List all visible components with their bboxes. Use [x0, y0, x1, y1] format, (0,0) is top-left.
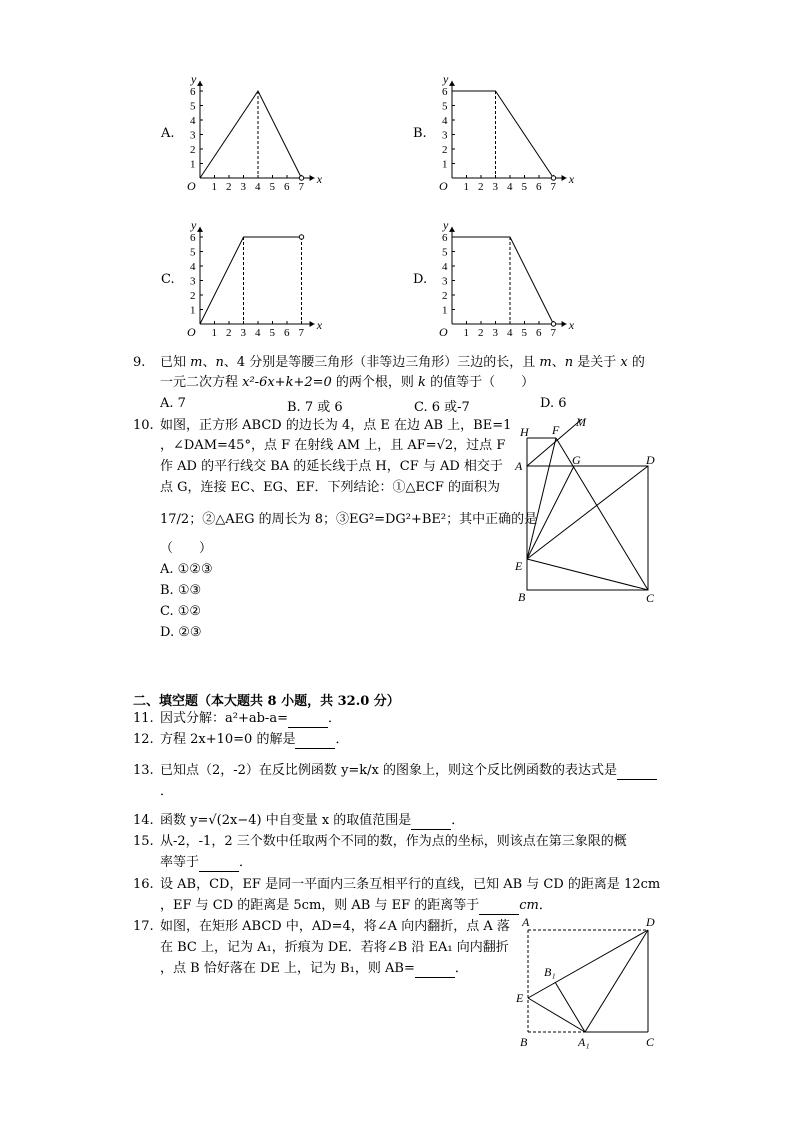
- y-tick-label: 5: [190, 100, 196, 113]
- question-number: 15.: [133, 834, 154, 849]
- y-tick-label: 1: [442, 158, 448, 171]
- function-line: [452, 237, 554, 324]
- question-text: 在 BC 上，记为 A₁，折痕为 DE．若将∠B 沿 EA₁ 向内翻折: [160, 940, 509, 955]
- question-number: 16.: [133, 877, 154, 892]
- x-tick-label: 5: [521, 181, 527, 192]
- option-c[interactable]: C. 6 或-7: [414, 400, 470, 415]
- x-tick-label: 7: [298, 181, 304, 192]
- y-tick-label: 1: [190, 304, 196, 317]
- question-number: 11.: [133, 711, 154, 726]
- label-d: D: [646, 453, 655, 467]
- question-number: 10.: [133, 418, 154, 433]
- y-tick-label: 6: [190, 232, 196, 244]
- x-tick-label: 4: [255, 181, 261, 192]
- answer-blank[interactable]: [288, 711, 328, 728]
- segment-ea1: [528, 998, 585, 1032]
- question-text: 率等于 ．: [160, 855, 253, 870]
- label-e: E: [515, 559, 523, 573]
- x-axis-label: x: [316, 318, 323, 332]
- y-arrow: [197, 81, 203, 86]
- x-tick-label: 7: [550, 181, 556, 192]
- x-tick-label: 1: [463, 181, 469, 192]
- x-tick-label: 4: [255, 327, 261, 338]
- x-tick-label: 6: [284, 327, 290, 338]
- label-m: M: [576, 415, 586, 429]
- answer-blank[interactable]: [199, 855, 239, 872]
- y-axis-label: y: [443, 217, 449, 232]
- segment-b1a1: [555, 982, 585, 1032]
- option-d[interactable]: D. ②③: [160, 625, 202, 640]
- question-number: 9.: [133, 355, 146, 370]
- question-text: 已知 m、n、4 分别是等腰三角形（非等边三角形）三边的长，且 m、n 是关于 x 的: [160, 355, 645, 370]
- x-arrow: [562, 175, 567, 181]
- question-text: 函数 y=√(2x−4) 中自变量 x 的取值范围是 ．: [160, 813, 465, 828]
- x-tick-label: 6: [284, 181, 290, 192]
- label-g: G: [572, 453, 581, 467]
- question-text: 17/2；②△AEG 的周长为 8；③EG²=DG²+BE²；其中正确的是: [160, 512, 538, 527]
- x-tick-label: 1: [463, 327, 469, 338]
- option-label: D.: [413, 272, 428, 287]
- y-tick-label: 6: [190, 86, 196, 98]
- x-tick-label: 2: [226, 181, 232, 192]
- y-tick-label: 5: [442, 246, 448, 259]
- square-figure: [510, 414, 670, 606]
- answer-blank[interactable]: [295, 732, 335, 749]
- label-c: C: [646, 591, 655, 605]
- question-text: ，EF 与 CD 的距离是 5cm，则 AB 与 EF 的距离等于 cm．: [160, 898, 552, 913]
- function-line: [200, 91, 302, 178]
- y-tick-label: 4: [442, 115, 448, 127]
- x-arrow: [310, 175, 315, 181]
- segment-ec: [527, 559, 648, 590]
- y-tick-label: 2: [190, 290, 196, 302]
- label-a1: A₁: [578, 1035, 590, 1049]
- label-b: B: [518, 590, 526, 604]
- segment-ed: [528, 930, 648, 998]
- segment-eg: [527, 466, 574, 559]
- option-d[interactable]: D. 6: [540, 396, 567, 411]
- question-text: 因式分解：a²+ab-a= ．: [160, 711, 341, 726]
- x-tick-label: 6: [536, 181, 542, 192]
- y-tick-label: 1: [190, 158, 196, 171]
- y-arrow: [197, 227, 203, 232]
- option-b[interactable]: B. 7 或 6: [287, 400, 343, 415]
- y-arrow: [449, 227, 455, 232]
- y-tick-label: 4: [190, 115, 196, 127]
- segment-a1d: [585, 930, 648, 1032]
- y-tick-label: 2: [190, 144, 196, 156]
- x-tick-label: 7: [298, 327, 304, 338]
- option-b[interactable]: B. ①③: [160, 583, 202, 598]
- x-tick-label: 1: [211, 181, 217, 192]
- option-label: C.: [161, 272, 175, 287]
- y-tick-label: 3: [190, 129, 196, 142]
- label-a: A: [515, 459, 523, 473]
- question-text: 如图，在矩形 ABCD 中，AD=4，将∠A 向内翻折，点 A 落: [160, 919, 510, 934]
- x-tick-label: 3: [240, 181, 246, 192]
- answer-blank[interactable]: [415, 961, 455, 978]
- y-tick-label: 3: [442, 275, 448, 288]
- option-label: B.: [413, 126, 427, 141]
- x-axis-label: x: [316, 172, 323, 186]
- section-title: 二、填空题（本大题共 8 小题，共 32.0 分）: [133, 694, 400, 709]
- segment-ef: [527, 438, 556, 559]
- y-tick-label: 2: [442, 144, 448, 156]
- x-tick-label: 5: [521, 327, 527, 338]
- question-text: 方程 2x+10=0 的解是 ．: [160, 732, 349, 747]
- y-tick-label: 2: [442, 290, 448, 302]
- open-endpoint: [299, 235, 303, 239]
- origin-label: O: [439, 179, 448, 192]
- x-tick-label: 3: [240, 327, 246, 338]
- x-tick-label: 4: [507, 181, 513, 192]
- function-line: [452, 91, 554, 178]
- x-axis-label: x: [568, 172, 575, 186]
- origin-label: O: [439, 325, 448, 338]
- y-axis-label: y: [191, 71, 197, 86]
- option-c[interactable]: C. ①②: [160, 604, 202, 619]
- label-e: E: [516, 991, 524, 1005]
- question-tail: ．: [160, 784, 174, 799]
- segment-fc: [556, 438, 648, 590]
- x-tick-label: 6: [536, 327, 542, 338]
- y-tick-label: 1: [442, 304, 448, 317]
- y-tick-label: 5: [190, 246, 196, 259]
- open-endpoint: [299, 176, 303, 180]
- question-text: 作 AD 的平行线交 BA 的延长线于点 H，CF 与 AD 相交于: [160, 459, 503, 474]
- question-number: 13.: [133, 763, 154, 778]
- y-axis-label: y: [443, 71, 449, 86]
- label-b: B: [520, 1035, 528, 1049]
- origin-label: O: [187, 179, 196, 192]
- x-tick-label: 1: [211, 327, 217, 338]
- option-graph: [180, 212, 330, 338]
- x-arrow: [310, 321, 315, 327]
- x-tick-label: 3: [492, 327, 498, 338]
- option-graph: [432, 66, 582, 192]
- question-text: （ ）: [160, 541, 213, 556]
- origin-label: O: [187, 325, 196, 338]
- question-text: 从-2，-1，2 三个数中任取两个不同的数，作为点的坐标，则该点在第三象限的概: [160, 834, 627, 849]
- x-tick-label: 5: [269, 327, 275, 338]
- x-tick-label: 2: [226, 327, 232, 338]
- question-text: 一元二次方程 x²-6x+k+2=0 的两个根，则 k 的值等于（ ）: [160, 375, 535, 390]
- y-tick-label: 3: [442, 129, 448, 142]
- y-arrow: [449, 81, 455, 86]
- y-tick-label: 3: [190, 275, 196, 288]
- label-h: H: [520, 425, 529, 439]
- label-c: C: [646, 1035, 655, 1049]
- question-text: 已知点（2，-2）在反比例函数 y=k/x 的图象上，则这个反比例函数的表达式是: [160, 763, 657, 780]
- question-text: ，点 B 恰好落在 DE 上，记为 B₁，则 AB= ．: [160, 961, 468, 976]
- open-endpoint: [551, 322, 555, 326]
- y-tick-label: 4: [190, 261, 196, 273]
- x-tick-label: 2: [478, 327, 484, 338]
- function-line: [200, 237, 302, 324]
- y-tick-label: 4: [442, 261, 448, 273]
- option-a[interactable]: A. ①②③: [160, 562, 213, 577]
- option-graph: [180, 66, 330, 192]
- segment-ed: [527, 466, 648, 559]
- option-a[interactable]: A. 7: [160, 396, 186, 411]
- x-arrow: [562, 321, 567, 327]
- label-b1: B₁: [544, 965, 556, 979]
- label-d: D: [646, 915, 655, 929]
- answer-blank[interactable]: [617, 763, 657, 780]
- open-endpoint: [551, 176, 555, 180]
- x-tick-label: 2: [478, 181, 484, 192]
- question-text: ，∠DAM=45°，点 F 在射线 AM 上，且 AF=√2，过点 F: [160, 438, 506, 453]
- x-axis-label: x: [568, 318, 575, 332]
- label-a: A: [522, 915, 530, 929]
- question-text: 点 G，连接 EC、EG、EF．下列结论：①△ECF 的面积为: [160, 480, 501, 495]
- option-graph: [432, 212, 582, 338]
- x-tick-label: 5: [269, 181, 275, 192]
- question-number: 14.: [133, 813, 154, 828]
- question-text: 设 AB，CD，EF 是同一平面内三条互相平行的直线，已知 AB 与 CD 的距离是 12cm: [160, 877, 661, 892]
- x-tick-label: 4: [507, 327, 513, 338]
- x-tick-label: 7: [550, 327, 556, 338]
- rectangle-figure: [510, 912, 670, 1052]
- x-tick-label: 3: [492, 181, 498, 192]
- answer-blank[interactable]: [411, 813, 451, 830]
- question-number: 17.: [133, 919, 154, 934]
- question-text: 如图，正方形 ABCD 的边长为 4，点 E 在边 AB 上，BE=1: [160, 418, 512, 433]
- y-tick-label: 6: [442, 232, 448, 244]
- label-f: F: [552, 423, 560, 437]
- y-tick-label: 6: [442, 86, 448, 98]
- question-number: 12.: [133, 732, 154, 747]
- y-axis-label: y: [191, 217, 197, 232]
- option-label: A.: [161, 126, 175, 141]
- y-tick-label: 5: [442, 100, 448, 113]
